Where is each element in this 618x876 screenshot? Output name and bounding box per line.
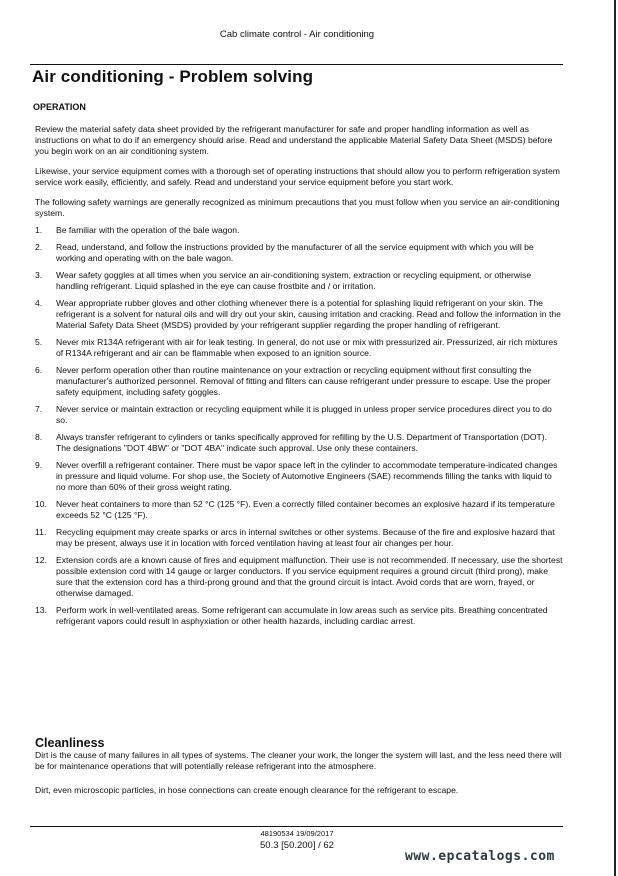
running-header: Cab climate control - Air conditioning [219,29,375,40]
list-item-number: 3. [35,270,43,280]
list-item-number: 12. [35,555,47,565]
safety-warnings-list [35,225,563,627]
operation-content [35,124,563,633]
cleanliness-paragraph: Dirt is the cause of many failures in all types of systems. The cleaner your work, the longer the system will last, and the less need there will be for maintenance operations that will potentially release refrigerant into the atmosphere. [35,750,562,771]
footer-rule [30,826,563,827]
list-item-number: 10. [35,499,47,509]
list-item-number: 5. [35,337,43,347]
list-item [35,337,563,359]
list-item-number: 11. [35,527,47,537]
footer-doc-id: 48190534 19/09/2017 [260,829,334,838]
intro-paragraph: Likewise, your service equipment comes with a thorough set of operating instructions that should allow you to perform refrigeration system service work easily, efficiently, and safely. Read and understand your service equipment before you start work. [35,166,560,187]
list-item [35,432,563,454]
list-item-number: 13. [35,605,47,615]
intro-paragraph: Review the material safety data sheet provided by the refrigerant manufacturer for safe and proper handling information as well as instructions on what to do if an emergency should arise. Read and understand the applicable Material Safety Data Sheet (MSDS) before you begin work on an air conditioning system. [35,124,553,156]
list-item-text: Never overfill a refrigerant container. There must be vapor space left in the cylinder to accommodate temperature-indicated changes in pressure and liquid volume. For shop use, the Society of Automotive Engineers (SAE) recommends filling the tanks with liquid to no more than 60% of their gross weight rating. [56,460,558,492]
list-item-number: 6. [35,365,43,375]
cleanliness-paragraph: Dirt, even microscopic particles, in hose connections can create enough clearance for the refrigerant to escape. [35,785,459,795]
list-item-text: Never perform operation other than routine maintenance on your extraction or recycling equipment without first consulting the manufacturer's authorized personnel. Removal of fitting and filters can cause refrigerant under pressure to escape. Use the proper safety equipment, including safety goggles. [56,365,551,397]
list-item [35,242,563,264]
list-item-text: Perform work in well-ventilated areas. Some refrigerant can accumulate in low areas such as service pits. Breathing concentrated refrigerant vapors could result in asphyxiation or other health hazards, including cardiac arrest. [56,605,548,626]
list-item-number: 8. [35,432,43,442]
list-item [35,555,563,599]
list-item-text: Always transfer refrigerant to cylinders or tanks specifically approved for refilling by the U.S. Department of Transportation (DOT). The designations "DOT 4BW" or "DOT 4BA" indicate such approval. Use only these containers. [56,432,547,453]
list-item-text: Recycling equipment may create sparks or arcs in internal switches or other systems. Because of the fire and explosive hazard that may be present, always use it in location with forced ventilation having at least four air changes per hour. [56,527,555,548]
list-item [35,605,563,627]
list-item-text: Never service or maintain extraction or recycling equipment while it is plugged in unless proper service procedures direct you to do so. [56,404,552,425]
list-item-number: 4. [35,298,43,308]
list-item [35,527,563,549]
list-item-text: Be familiar with the operation of the bale wagon. [56,225,240,235]
list-item-text: Wear appropriate rubber gloves and other clothing whenever there is a potential for splashing liquid refrigerant on your skin. The refrigerant is a solvent for natural oils and will dry out your skin, causing irritation and cracking. Read and follow the information in the Material Safety Data Sheet (MSDS) provided by your refrigerant supplier regarding the proper handling of refrigerant. [56,298,561,330]
intro-paragraph: The following safety warnings are generally recognized as minimum precautions that you must follow when you service an air-conditioning system. [35,197,560,218]
watermark-logo: www.epcatalogs.com [405,849,555,864]
list-item [35,270,563,292]
footer-page-number: 50.3 [50.200] / 62 [260,840,334,851]
list-item-number: 9. [35,460,43,470]
list-item-text: Never heat containers to more than 52 °C (125 °F). Even a correctly filled container becomes an explosive hazard if its temperature exceeds 52 °C (125 °F). [56,499,555,520]
section-heading-operation: OPERATION [33,102,86,112]
list-item [35,460,563,493]
list-item-text: Read, understand, and follow the instructions provided by the manufacturer of all the service equipment with which you will be working and operating with on the bale wagon. [56,242,534,263]
list-item [35,225,563,236]
section-heading-cleanliness: Cleanliness [35,736,105,750]
cleanliness-content [35,750,563,809]
list-item [35,298,563,331]
list-item-text: Wear safety goggles at all times when you service an air-conditioning system, extraction or recycling equipment, or otherwise handling refrigerant. Liquid splashed in the eye can cause frostbite and / or irritation. [56,270,532,291]
header-rule [30,64,563,65]
list-item-text: Extension cords are a known cause of fires and equipment malfunction. Their use is not recommended. If necessary, use the shortest possible extension cord with 14 gauge or larger conductors. If you service equipment requires a ground circuit (third prong), make sure that the extension cord has a third-prong ground and that the ground circuit is intact. Avoid cords that are worn, frayed, or otherwise damaged. [56,555,563,598]
list-item-number: 2. [35,242,43,252]
page-edge-divider [614,0,616,876]
list-item [35,404,563,426]
list-item [35,499,563,521]
list-item-number: 7. [35,404,43,414]
list-item-number: 1. [35,225,43,235]
list-item [35,365,563,398]
page-title: Air conditioning - Problem solving [32,67,314,86]
list-item-text: Never mix R134A refrigerant with air for leak testing. In general, do not use or mix with pressurized air. Pressurized, air rich mixtures of R134A refrigerant and air can be flammable when exposed to an ignition source. [56,337,558,358]
